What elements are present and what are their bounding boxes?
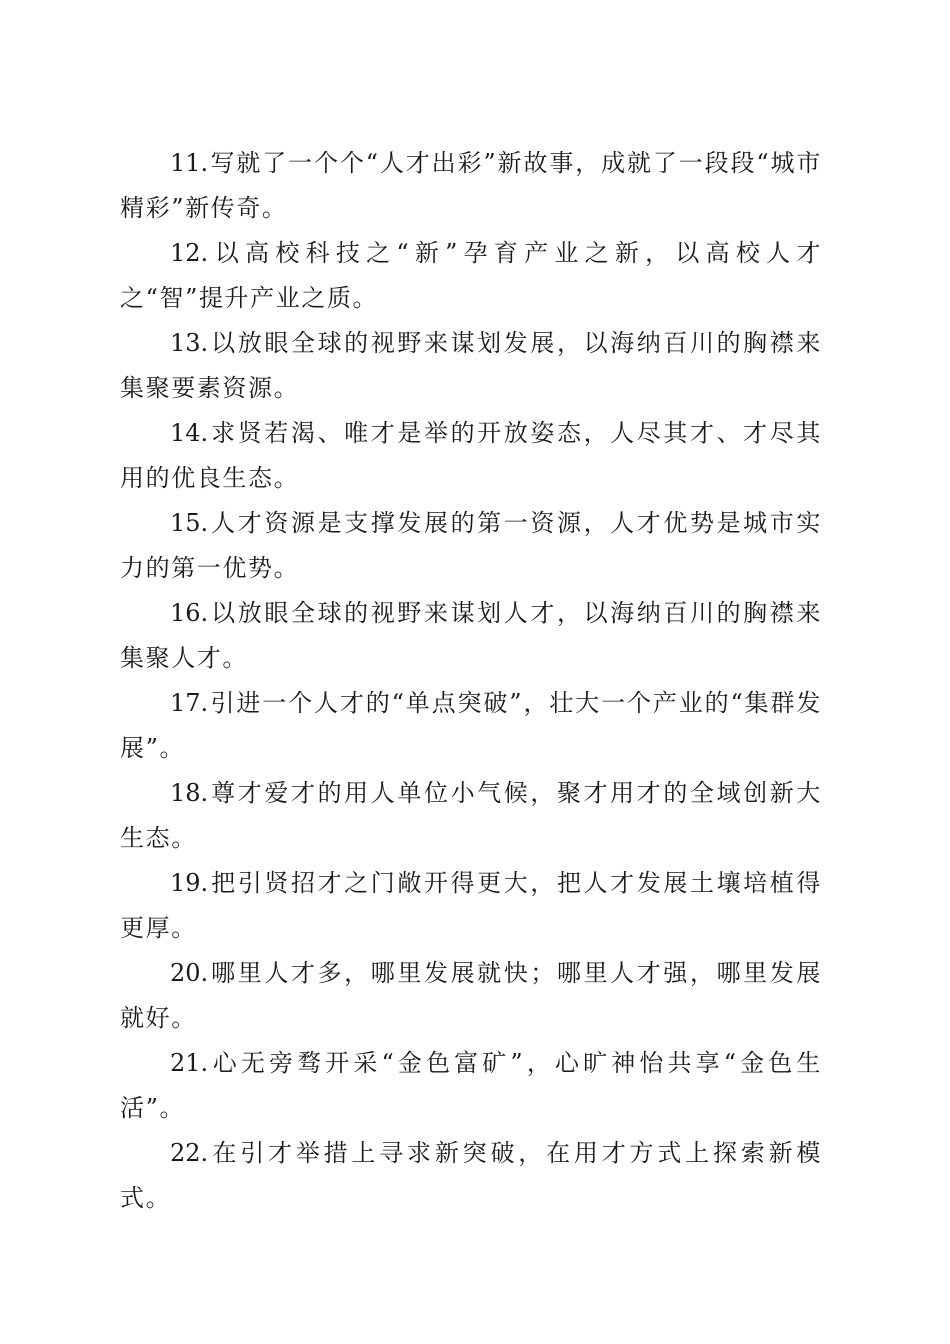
item-number: 13. (170, 329, 209, 357)
list-item-21 (120, 1041, 822, 1131)
list-item-12 (120, 231, 822, 321)
item-text: 引进一个人才的“单点突破”，壮大一个产业的“集群发展”。 (120, 689, 822, 762)
item-text: 心无旁骛开采“金色富矿”，心旷神怡共享“金色生活”。 (120, 1049, 822, 1122)
list-item-11 (120, 141, 822, 231)
list-item-13 (120, 321, 822, 411)
item-number: 16. (170, 599, 209, 627)
list-item-16 (120, 591, 822, 681)
list-item-19 (120, 861, 822, 951)
item-number: 18. (170, 779, 209, 807)
item-text: 尊才爱才的用人单位小气候，聚才用才的全域创新大生态。 (120, 779, 822, 852)
item-text: 在引才举措上寻求新突破，在用才方式上探索新模式。 (120, 1139, 822, 1212)
list-item-22 (120, 1131, 822, 1221)
list-item-17 (120, 681, 822, 771)
item-text: 以放眼全球的视野来谋划人才，以海纳百川的胸襟来集聚人才。 (120, 599, 822, 672)
list-item-18 (120, 771, 822, 861)
item-text: 把引贤招才之门敞开得更大，把人才发展土壤培植得更厚。 (120, 869, 822, 942)
list-item-15 (120, 501, 822, 591)
item-number: 15. (170, 509, 209, 537)
item-number: 14. (170, 419, 209, 447)
list-item-14 (120, 411, 822, 501)
item-number: 12. (170, 239, 209, 267)
item-number: 21. (170, 1049, 209, 1077)
item-text: 哪里人才多，哪里发展就快；哪里人才强，哪里发展就好。 (120, 959, 822, 1032)
document-page (120, 141, 822, 1221)
list-item-20 (120, 951, 822, 1041)
item-number: 17. (170, 689, 209, 717)
item-number: 22. (170, 1139, 209, 1167)
item-text: 求贤若渴、唯才是举的开放姿态，人尽其才、才尽其用的优良生态。 (120, 419, 822, 492)
item-number: 20. (170, 959, 209, 987)
item-text: 人才资源是支撑发展的第一资源，人才优势是城市实力的第一优势。 (120, 509, 822, 582)
item-text: 以高校科技之“新”孕育产业之新，以高校人才之“智”提升产业之质。 (120, 239, 822, 312)
item-text: 以放眼全球的视野来谋划发展，以海纳百川的胸襟来集聚要素资源。 (120, 329, 822, 402)
item-number: 19. (170, 869, 209, 897)
item-text: 写就了一个个“人才出彩”新故事，成就了一段段“城市精彩”新传奇。 (120, 149, 822, 222)
item-number: 11. (170, 149, 209, 177)
